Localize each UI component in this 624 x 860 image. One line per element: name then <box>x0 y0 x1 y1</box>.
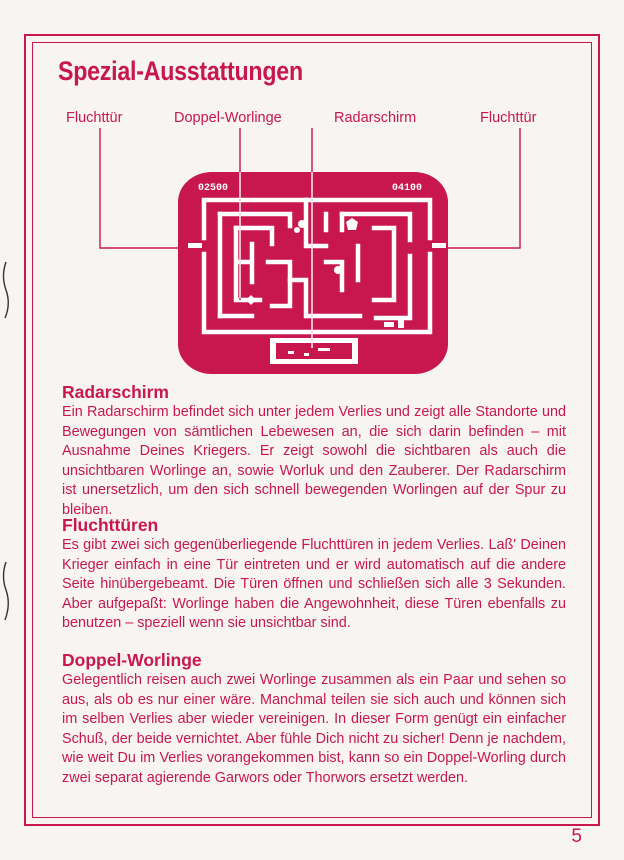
text-doors: Es gibt zwei sich gegenüberliegende Fluchttüren in jedem Verlies. Laß' Deinen Krieger einfach in eine Tür eintreten und er wird automatisch auf die andere Seite hinübergebeamt. Die Türen öffnen und schließen sich alle 3 Sekunden. Aber aufgepaßt: Worlinge haben die Angewohnheit, diese Türen ebenfalls zu benutzen – speziell wenn sie unsichtbar sind. <box>62 537 566 631</box>
worling-icon <box>334 266 342 274</box>
callout-right-door: Fluchttür <box>480 110 537 126</box>
page-title: Spezial-Ausstattungen <box>58 56 303 86</box>
worling-icon <box>294 227 300 233</box>
heading-radar: Radarschirm <box>62 382 169 402</box>
score-left: 02500 <box>198 183 229 194</box>
radar-blip <box>304 353 309 356</box>
page-number: 5 <box>571 826 582 847</box>
right-door-icon <box>432 243 446 248</box>
callout-left-door: Fluchttür <box>66 110 123 126</box>
score-right: 04100 <box>392 183 423 194</box>
heading-double-worlings: Doppel-Worlinge <box>62 650 202 670</box>
worling-icon <box>298 220 306 228</box>
text-radar: Ein Radarschirm befindet sich unter jedem Verlies und zeigt alle Standorte und Bewegungen von sämtlichen Lebewesen an, die sich darin befinden – mit Ausnahme Deines Kriegers. Er zeigt sowohl die sichtbaren als auch die unsichtbaren Worlinge an, sowie Worluk und den Zauberer. Der Radarschirm ist unersetzlich, um den sich schnell bewegenden Worlingen auf der Spur zu bleiben. <box>62 404 566 518</box>
radar-blip <box>288 351 294 354</box>
heading-doors: Fluchttüren <box>62 515 159 535</box>
left-door-icon <box>188 243 202 248</box>
radar-blip <box>318 348 330 351</box>
radar-screen-inner <box>276 343 352 359</box>
callout-radar: Radarschirm <box>334 110 417 126</box>
callout-double-worling: Doppel-Worlinge <box>174 110 282 126</box>
text-double-worlings: Gelegentlich reisen auch zwei Worlinge zusammen als ein Paar und sehen so aus, als ob es nur einer wäre. Manchmal teilen sie sich auch und können sich im selben Verlies aber wieder vereinigen. In dieser Form genügt ein einfacher Schuß, der beide vernichtet. Aber fühle Dich nicht zu sicher! Denn je nachdem, wie weit Du im Verlies vorangekommen bist, kann so ein Doppel-Worling durch zwei separat agierende Garwors oder Thorwors ersetzt werden. <box>62 672 566 786</box>
game-screen-illustration <box>0 0 624 380</box>
